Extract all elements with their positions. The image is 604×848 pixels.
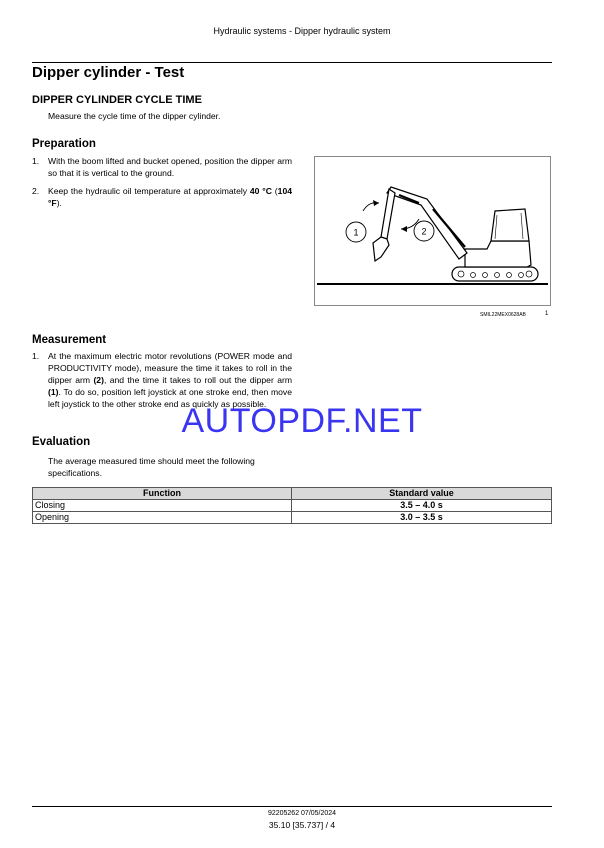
temperature-celsius: 40 °C bbox=[249, 186, 272, 196]
column-header-function: Function bbox=[33, 488, 292, 500]
preparation-list bbox=[32, 155, 292, 215]
temperature-text-before: Keep the hydraulic oil temperature at approximately bbox=[48, 186, 250, 196]
footer-page-ref: 35.10 [35.737] / 4 bbox=[268, 820, 336, 830]
measurement-text-3: . To do so, position left joystick at one stroke end, then move left joystick to the other stroke end as quickly as possible. bbox=[48, 387, 292, 409]
figure-number: 1 bbox=[545, 311, 549, 317]
callout-2-label: 2 bbox=[421, 226, 427, 237]
temperature-fahrenheit: 104 °F bbox=[48, 186, 293, 208]
table-row bbox=[33, 512, 552, 524]
excavator-illustration bbox=[315, 157, 550, 305]
list-item-number: 1. bbox=[32, 351, 40, 361]
callout-1-label: 1 bbox=[353, 227, 359, 238]
excavator-figure bbox=[314, 156, 551, 306]
value-cell: 3.0 – 3.5 s bbox=[292, 512, 552, 524]
evaluation-text: The average measured time should meet the following specifications. bbox=[48, 456, 255, 478]
preparation-heading: Preparation bbox=[32, 138, 96, 150]
function-cell: Closing bbox=[33, 500, 292, 512]
column-header-standard-value: Standard value bbox=[292, 488, 552, 500]
footer-rule bbox=[32, 806, 552, 807]
page-header: Hydraulic systems - Dipper hydraulic system bbox=[213, 26, 391, 36]
list-item-text: With the boom lifted and bucket opened, position the dipper arm so that it is vertical to the ground. bbox=[48, 156, 292, 178]
evaluation-heading: Evaluation bbox=[32, 436, 91, 448]
function-cell: Opening bbox=[33, 512, 292, 524]
temperature-text-after: ). bbox=[56, 198, 62, 208]
watermark: AUTOPDF.NET bbox=[181, 402, 423, 440]
temperature-text-mid: ( bbox=[271, 186, 278, 196]
reference-2: (2) bbox=[93, 375, 104, 385]
list-item-text bbox=[48, 185, 292, 209]
list-item-number: 2. bbox=[32, 186, 40, 196]
measurement-text-2: , and the time it takes to roll out the dipper arm bbox=[103, 375, 292, 385]
page-title: Dipper cylinder - Test bbox=[32, 64, 185, 81]
list-item-number: 1. bbox=[32, 156, 40, 166]
cab bbox=[491, 209, 529, 241]
footer-doc-id: 92205262 07/05/2024 bbox=[267, 810, 337, 817]
bucket bbox=[373, 237, 389, 261]
dipper-arm bbox=[381, 189, 395, 239]
table-row bbox=[33, 500, 552, 512]
section-intro: Measure the cycle time of the dipper cylinder. bbox=[48, 111, 221, 121]
upper-body bbox=[465, 241, 531, 267]
list-item bbox=[32, 155, 292, 179]
value-cell: 3.5 – 4.0 s bbox=[292, 500, 552, 512]
measurement-text-1: At the maximum electric motor revolutions (POWER mode and PRODUCTIVITY mode), measure the time it takes to roll in the dipper arm bbox=[48, 351, 292, 385]
reference-1: (1) bbox=[48, 387, 59, 397]
figure-code: SMIL22MEX0628AB bbox=[480, 312, 526, 318]
list-item-text bbox=[48, 350, 292, 410]
measurement-heading: Measurement bbox=[32, 334, 107, 346]
list-item bbox=[32, 185, 292, 209]
specification-table bbox=[32, 487, 552, 524]
list-item bbox=[32, 350, 292, 410]
title-rule bbox=[32, 62, 552, 63]
section-heading: DIPPER CYLINDER CYCLE TIME bbox=[32, 94, 202, 106]
table-header-row bbox=[33, 488, 552, 500]
